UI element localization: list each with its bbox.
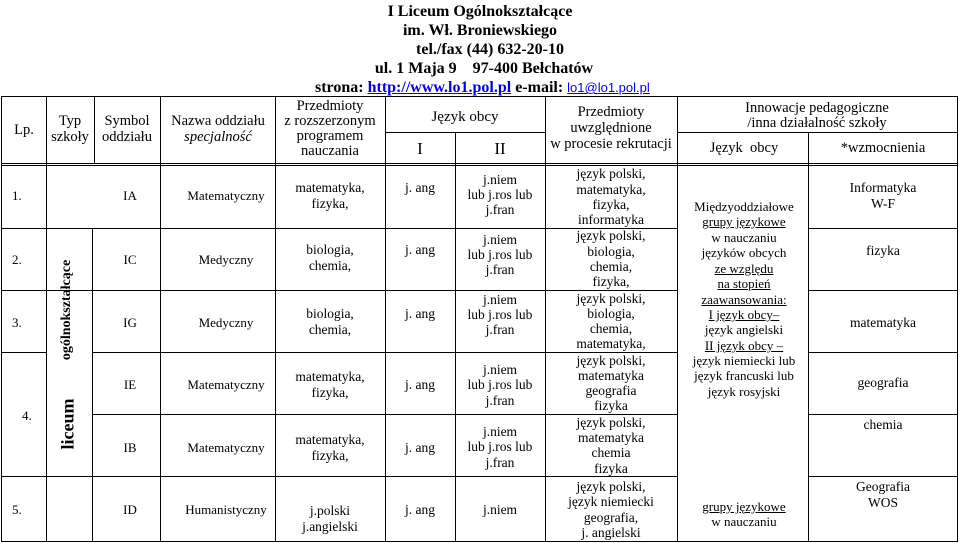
row-rekrutacja-4: j. angielski xyxy=(581,525,641,540)
header-rekrutacja-2: uwzględnione xyxy=(570,120,652,136)
row-rekrutacja-3: fizyka, xyxy=(592,197,630,212)
row-jezyk-2-b: lub j.ros lub xyxy=(467,307,533,322)
innovation-line: w nauczaniu xyxy=(711,514,777,529)
row-symbol: IA xyxy=(123,188,137,203)
school-phone: tel./fax (44) 632-20-10 xyxy=(416,41,564,58)
row-lp: 2. xyxy=(12,252,22,267)
header-rekrutacja-3: w procesie rekrutacji xyxy=(550,136,672,152)
row-przedmioty-1: matematyka, xyxy=(295,432,365,447)
row-lp: 5. xyxy=(12,502,22,517)
email-label: e-mail: xyxy=(515,79,564,96)
row-jezyk-1: j. ang xyxy=(405,180,435,195)
row-rekrutacja-2: matematyka xyxy=(578,368,644,383)
row-symbol: IC xyxy=(123,252,137,267)
header-rekrutacja-1: Przedmioty xyxy=(577,104,645,120)
row-przedmioty-2: chemia, xyxy=(308,258,352,273)
header-jezyk-i: I xyxy=(417,139,423,158)
row-rekrutacja-2: biologia, xyxy=(587,306,635,321)
header-przedmioty-1: Przedmioty xyxy=(296,98,364,114)
row-jezyk-2-a: j.niem xyxy=(482,362,518,377)
row-nazwa: Matematyczny xyxy=(187,188,265,203)
row-jezyk-1: j. ang xyxy=(405,502,435,517)
innovation-line: II język obcy – xyxy=(704,338,784,353)
row-jezyk-2-a: j.niem xyxy=(482,502,518,517)
header-nazwa-2: specjalność xyxy=(184,129,252,145)
row-rekrutacja-3: geografia xyxy=(585,383,637,398)
row-jezyk-2-a: j.niem xyxy=(482,232,518,247)
row-przedmioty-2: fizyka, xyxy=(311,196,349,211)
innovation-line: Międzyoddziałowe xyxy=(694,199,794,214)
header-innowacje-2: /inna działalność szkoły xyxy=(747,115,887,131)
header-innowacje-1: Innowacje pedagogiczne xyxy=(745,100,889,116)
row-rekrutacja-3: chemia, xyxy=(589,259,633,274)
row-rekrutacja-3: chemia, xyxy=(589,321,633,336)
row-rekrutacja-3: geografia, xyxy=(583,510,639,525)
innovation-line: grupy językowe xyxy=(702,214,786,229)
innovation-line: I język obcy– xyxy=(708,307,780,322)
innovation-line: język francuski lub xyxy=(694,368,794,383)
row-nazwa: Matematyczny xyxy=(187,440,265,455)
row-jezyk-2-a: j.niem xyxy=(482,292,518,307)
row-rekrutacja-2: matematyka xyxy=(578,430,644,445)
row-lp: 1. xyxy=(12,188,22,203)
row-wzmocnienia-2: W-F xyxy=(870,196,896,211)
row-rekrutacja-2: język niemiecki xyxy=(568,494,654,509)
header-symbol-2: oddziału xyxy=(102,129,152,145)
row-rekrutacja-4: fizyka xyxy=(594,398,628,413)
header-typ-1: Typ xyxy=(58,113,82,129)
row-wzmocnienia-1: Informatyka xyxy=(849,180,917,195)
row-wzmocnienia-2: WOS xyxy=(868,495,898,510)
row-jezyk-2-c: j.fran xyxy=(485,455,515,470)
row-jezyk-2-b: lub j.ros lub xyxy=(467,377,533,392)
row-jezyk-2-c: j.fran xyxy=(485,202,515,217)
row-wzmocnienia-1: fizyka xyxy=(866,243,900,258)
row-jezyk-2-b: lub j.ros lub xyxy=(467,187,533,202)
header-innowacje-wzm: *wzmocnienia xyxy=(840,140,926,156)
school-patron: im. Wł. Broniewskiego xyxy=(402,22,558,39)
row-jezyk-2-c: j.fran xyxy=(485,262,515,277)
header-innowacje-jezyk: Język obcy xyxy=(709,140,779,156)
innovation-line: języków obcych xyxy=(701,245,787,260)
innovation-line: ze względu xyxy=(714,261,774,276)
row-jezyk-1: j. ang xyxy=(405,440,435,455)
innovation-line: na stopień xyxy=(717,276,771,291)
row-przedmioty-2: chemia, xyxy=(308,322,352,337)
innovation-line: zaawansowania: xyxy=(701,292,787,307)
row-nazwa: Medyczny xyxy=(198,315,254,330)
row-rekrutacja-1: język polski, xyxy=(576,353,646,368)
row-wzmocnienia-1: Geografia xyxy=(856,479,910,494)
header-przedmioty-2: z rozszerzonym xyxy=(284,113,376,129)
email-link[interactable]: lo1@lo1.pol.pl xyxy=(567,80,650,95)
row-rekrutacja-4: matematyka, xyxy=(576,336,646,351)
school-name: I Liceum Ogólnokształcące xyxy=(387,3,573,20)
innovation-line: w nauczaniu xyxy=(711,230,777,245)
header-przedmioty-3: programem xyxy=(296,128,364,144)
row-jezyk-2-b: lub j.ros lub xyxy=(467,439,533,454)
innovation-line: język rosyjski xyxy=(707,384,781,399)
row-jezyk-1: j. ang xyxy=(405,306,435,321)
row-jezyk-2-b: lub j.ros lub xyxy=(467,247,533,262)
row-lp: 4. xyxy=(22,408,32,423)
school-contact xyxy=(315,80,650,96)
header-nazwa-1: Nazwa oddziału xyxy=(171,113,265,129)
row-rekrutacja-1: język polski, xyxy=(576,291,646,306)
row-rekrutacja-2: matematyka, xyxy=(576,182,646,197)
row-jezyk-2-c: j.fran xyxy=(485,322,515,337)
row-rekrutacja-4: informatyka xyxy=(578,212,644,227)
row-rekrutacja-1: język polski, xyxy=(576,166,646,181)
website-label: strona: xyxy=(315,79,364,96)
header-jezyk-ii: II xyxy=(494,139,506,158)
row-rekrutacja-1: język polski, xyxy=(576,415,646,430)
header-symbol-1: Symbol xyxy=(104,113,150,129)
row-jezyk-1: j. ang xyxy=(405,242,435,257)
header-lp: Lp. xyxy=(14,122,34,138)
row-wzmocnienia-1: geografia xyxy=(857,375,909,390)
row-przedmioty-2: fizyka, xyxy=(311,448,349,463)
row-rekrutacja-3: chemia xyxy=(591,445,631,460)
row-rekrutacja-1: język polski, xyxy=(576,479,646,494)
row-jezyk-2-c: j.fran xyxy=(485,393,515,408)
row-przedmioty-1: j.polski xyxy=(309,503,351,518)
header-jezyk: Język obcy xyxy=(431,109,499,125)
row-przedmioty-1: biologia, xyxy=(306,306,354,321)
row-nazwa: Medyczny xyxy=(198,252,254,267)
row-wzmocnienia-1: chemia xyxy=(863,417,903,432)
header-typ-2: szkoły xyxy=(51,129,89,145)
row-przedmioty-1: matematyka, xyxy=(295,180,365,195)
row-jezyk-1: j. ang xyxy=(405,377,435,392)
row-przedmioty-2: fizyka, xyxy=(311,385,349,400)
row-rekrutacja-4: fizyka xyxy=(594,461,628,476)
row-rekrutacja-4: fizyka, xyxy=(592,274,630,289)
type-label-liceum: liceum xyxy=(57,398,78,450)
row-symbol: IB xyxy=(123,440,137,455)
row-rekrutacja-2: biologia, xyxy=(587,244,635,259)
row-przedmioty-1: biologia, xyxy=(306,242,354,257)
row-jezyk-2-a: j.niem xyxy=(482,172,518,187)
innovation-line: grupy językowe xyxy=(702,499,786,514)
row-przedmioty-2: j.angielski xyxy=(302,519,358,534)
row-nazwa: Matematyczny xyxy=(187,377,265,392)
type-label-ogolnoksztalcace: ogólnokształcące xyxy=(59,259,74,361)
row-lp: 3. xyxy=(12,315,22,330)
innovation-line: język niemiecki lub xyxy=(692,353,796,368)
school-address: ul. 1 Maja 9 97-400 Bełchatów xyxy=(374,60,594,77)
row-symbol: IG xyxy=(123,315,137,330)
innovation-line: język angielski xyxy=(704,322,784,337)
row-jezyk-2-a: j.niem xyxy=(482,424,518,439)
row-symbol: IE xyxy=(123,377,137,392)
row-nazwa: Humanistyczny xyxy=(185,502,267,517)
row-przedmioty-1: matematyka, xyxy=(295,369,365,384)
row-wzmocnienia-1: matematyka xyxy=(850,315,916,330)
row-symbol: ID xyxy=(123,502,137,517)
row-rekrutacja-1: język polski, xyxy=(576,228,646,243)
website-link[interactable]: http://www.lo1.pol.pl xyxy=(367,79,512,96)
header-przedmioty-4: nauczania xyxy=(301,143,359,159)
